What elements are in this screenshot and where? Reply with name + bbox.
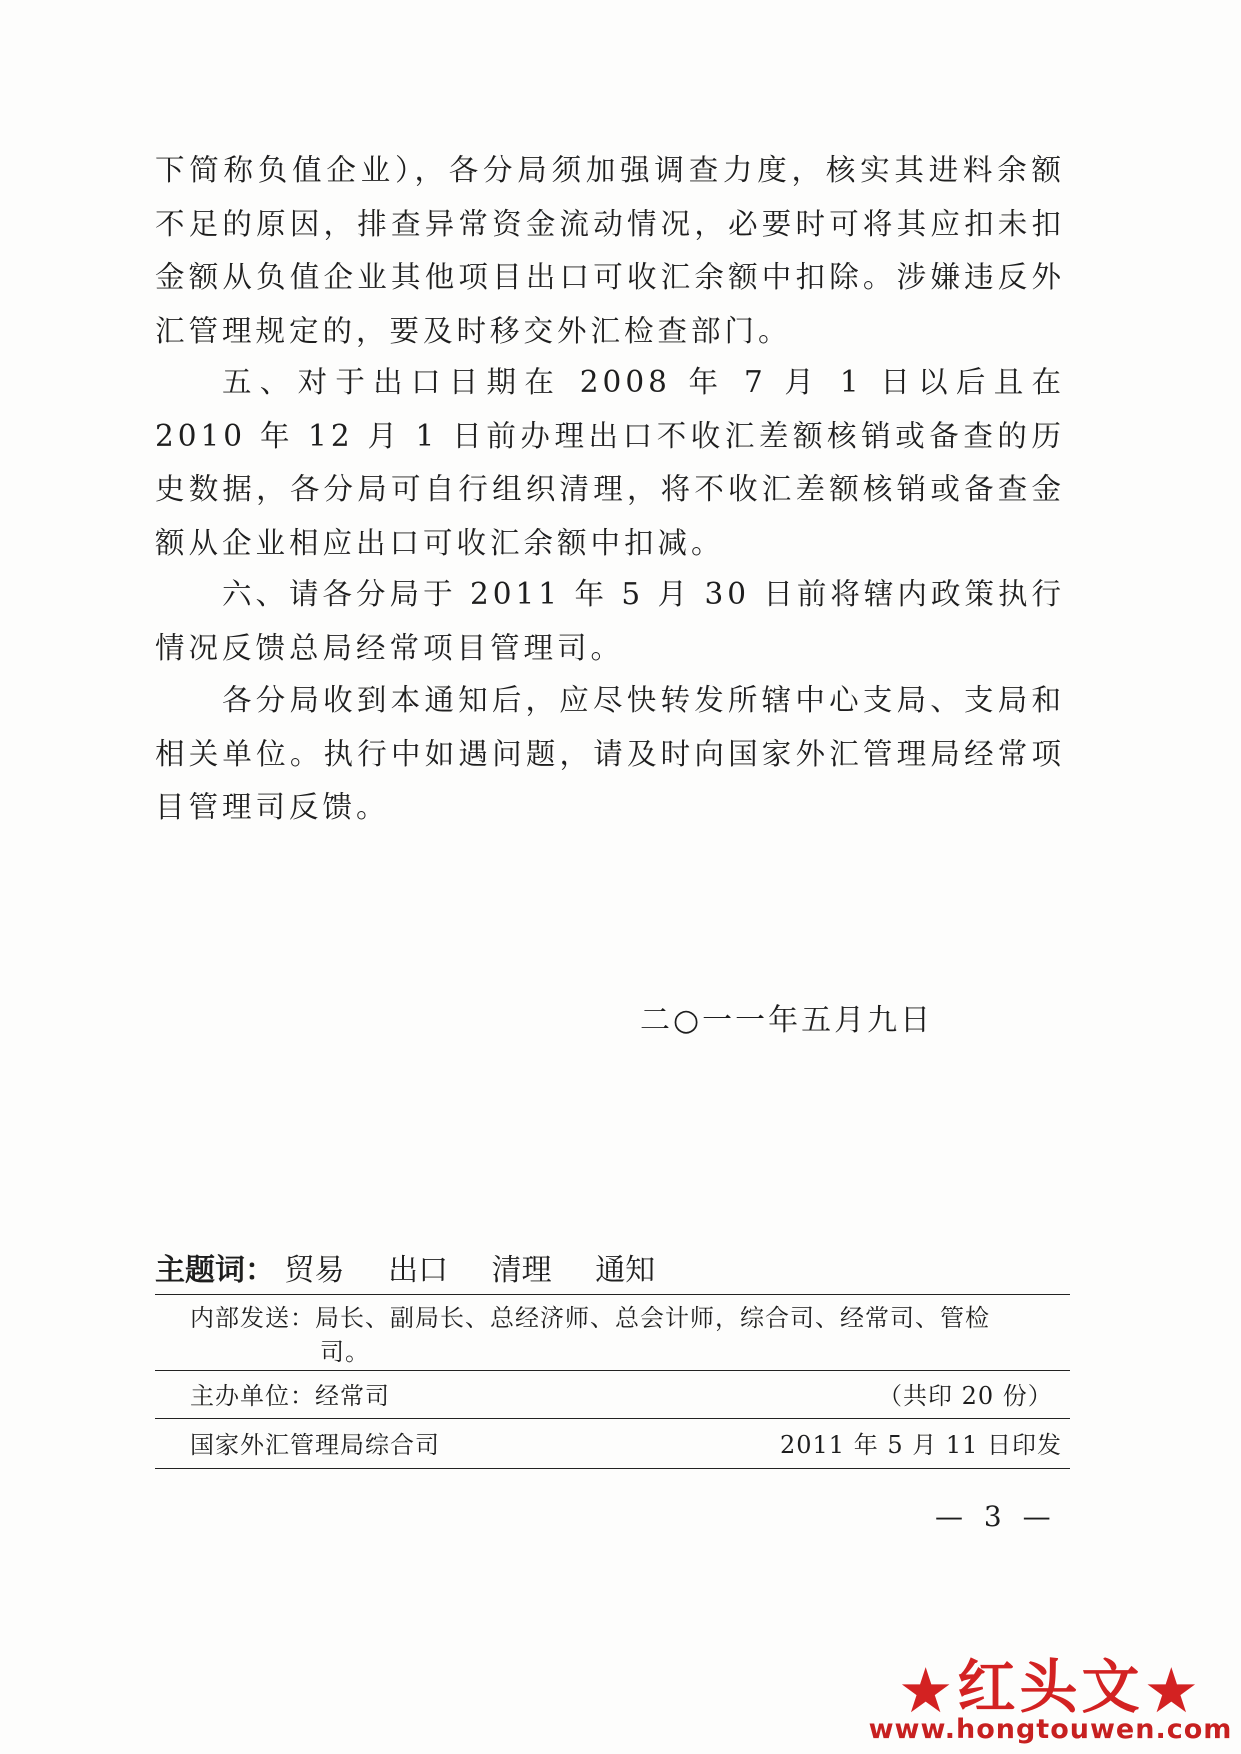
- paragraph-item-5: 五、对于出口日期在 2008 年 7 月 1 日以后且在 2010 年 12 月 1 日前办理出口不收汇差额核销或备查的历史数据，各分局可自行组织清理，将不收汇差额核销或备查金额从企业相应出口可收汇余额中扣减。: [155, 365, 1065, 560]
- internal-label: 内部发送：: [190, 1304, 315, 1332]
- issuer: 国家外汇管理局综合司: [190, 1431, 440, 1459]
- document-date: 二○一一年五月九日: [640, 1003, 934, 1038]
- keyword: 清理: [491, 1253, 552, 1288]
- keyword: 通知: [595, 1253, 656, 1288]
- star-icon: ★: [1143, 1654, 1204, 1728]
- page-number: — 3 —: [935, 1500, 1057, 1533]
- internal-recipients: 局长、副局长、总经济师、总会计师，综合司、经常司、管检: [315, 1304, 990, 1332]
- divider: [155, 1370, 1070, 1371]
- keyword: 出口: [388, 1253, 449, 1288]
- keywords-line: [155, 1245, 689, 1289]
- star-icon: ★: [897, 1654, 958, 1728]
- host-value: 经常司: [315, 1382, 390, 1410]
- keyword: 贸易: [284, 1253, 345, 1288]
- keywords-label: 主题词：: [155, 1253, 275, 1288]
- watermark-title: 红头文: [957, 1653, 1144, 1721]
- internal-recipients-continued: 司。: [320, 1338, 370, 1366]
- paragraph-item-6: 六、请各分局于 2011 年 5 月 30 日前将辖内政策执行情况反馈总局经常项目管理司。: [155, 577, 1065, 665]
- divider: [155, 1418, 1070, 1419]
- paragraph-closing: 各分局收到本通知后，应尽快转发所辖中心支局、支局和相关单位。执行中如遇问题，请及时向国家外汇管理局经常项目管理司反馈。: [155, 683, 1065, 824]
- host-label: 主办单位：: [190, 1382, 315, 1410]
- host-unit: [190, 1378, 390, 1414]
- divider: [155, 1294, 1070, 1295]
- watermark-url: www.hongtouwen.com: [868, 1714, 1233, 1745]
- copies-count: （共印 20 份）: [878, 1382, 1053, 1410]
- watermark: [860, 1640, 1241, 1754]
- internal-distribution: [190, 1300, 990, 1336]
- divider: [155, 1468, 1070, 1469]
- paragraph-continued: 下简称负值企业），各分局须加强调查力度，核实其进料余额不足的原因，排查异常资金流动情况，必要时可将其应扣未扣金额从负值企业其他项目出口可收汇余额中扣除。涉嫌违反外汇管理规定的，要及时移交外汇检查部门。: [155, 153, 1065, 348]
- issued-date: 2011 年 5 月 11 日印发: [780, 1431, 1063, 1459]
